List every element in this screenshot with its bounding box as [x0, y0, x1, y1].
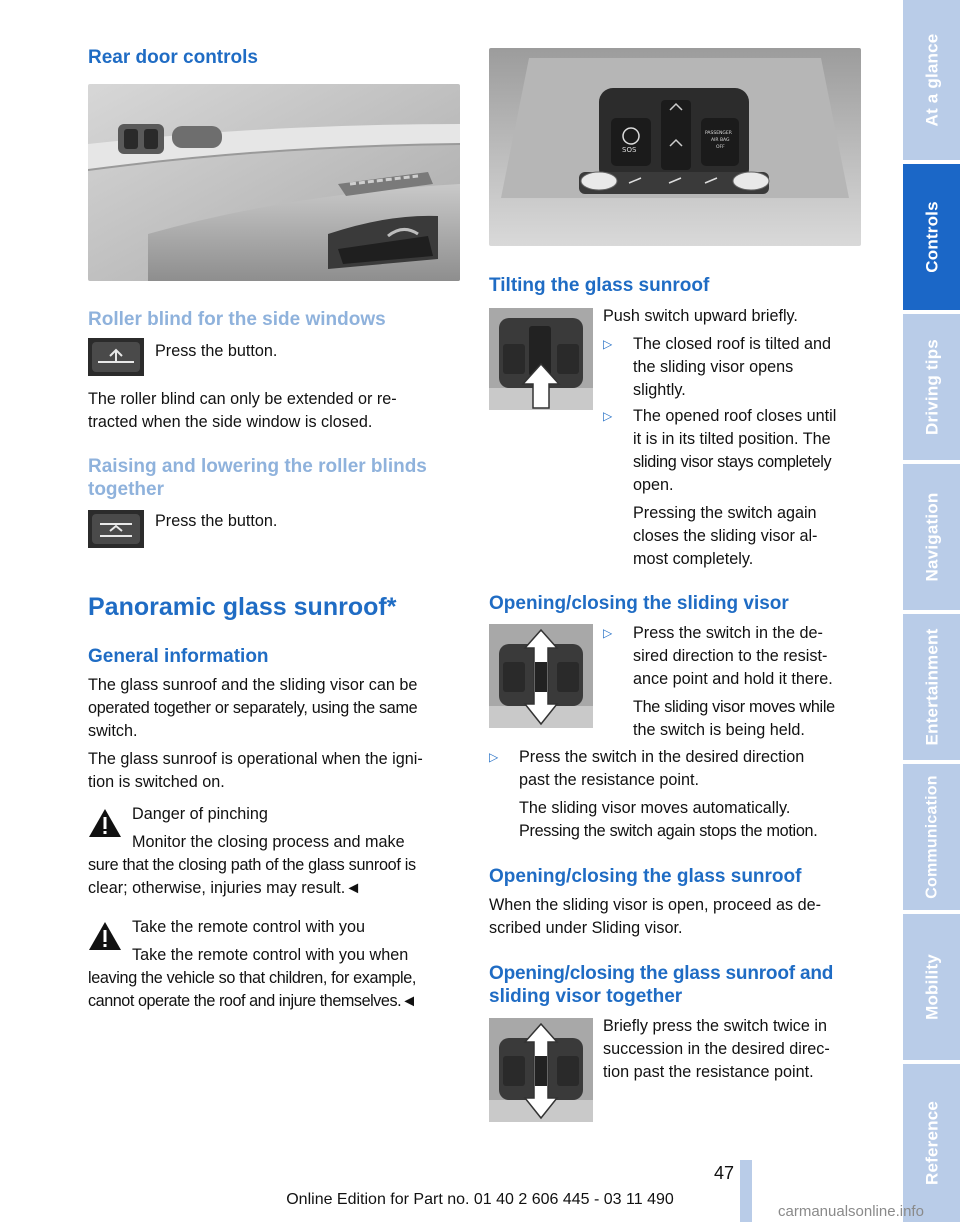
visor-b2-line-4: Pressing the switch again stops the motion.: [519, 822, 818, 840]
warning-1-line-1: Monitor the closing process and make: [132, 833, 405, 851]
warning-icon: [88, 921, 122, 951]
general-text-4: The glass sunroof is operational when the igni-: [88, 750, 423, 768]
roller-note-1: The roller blind can only be extended or re-: [88, 390, 397, 408]
raise-button-image: [88, 510, 144, 548]
tilt-push-text: Push switch upward briefly.: [603, 307, 798, 325]
tab-label: Controls: [922, 201, 941, 273]
rear-door-heading: Rear door controls: [88, 47, 258, 68]
chapter-tabs: [903, 0, 960, 1222]
passenger-label-1: PASSENGER: [705, 131, 732, 136]
visor-b1-line-2: sired direction to the resist-: [633, 647, 828, 665]
tilt-heading: Tilting the glass sunroof: [489, 275, 710, 296]
glass-heading: Opening/closing the glass sunroof: [489, 866, 802, 887]
sos-label: SOS: [622, 146, 637, 154]
general-text-1: The glass sunroof and the sliding visor can be: [88, 676, 418, 694]
bullet-marker: ▷: [603, 337, 613, 351]
overhead-console-photo: [489, 48, 861, 246]
tilt-b1-line-1: The closed roof is tilted and: [633, 335, 831, 353]
together-text-2: succession in the desired direc-: [603, 1040, 830, 1058]
general-text-5: tion is switched on.: [88, 773, 225, 791]
together-text-1: Briefly press the switch twice in: [603, 1017, 828, 1035]
glass-text-1: When the sliding visor is open, proceed as de-: [489, 896, 822, 914]
together-text-3: tion past the resistance point.: [603, 1063, 814, 1081]
tilt-b1-line-3: slightly.: [633, 381, 686, 399]
tab-at-a-glance[interactable]: [903, 0, 960, 160]
footer-edition: Online Edition for Part no. 01 40 2 606 445 - 03 11 490: [286, 1191, 674, 1208]
tab-navigation[interactable]: [903, 464, 960, 610]
tilt-switch-image: [489, 308, 593, 410]
panoramic-heading: Panoramic glass sunroof*: [88, 593, 397, 621]
warning-1-line-2: sure that the closing path of the glass sunroof is: [88, 856, 416, 874]
tab-communication[interactable]: [903, 764, 960, 910]
tab-mobility[interactable]: [903, 914, 960, 1060]
tilt-b2-line-4: open.: [633, 476, 674, 494]
raise-press-text: Press the button.: [155, 512, 278, 530]
general-info-heading: General information: [88, 646, 269, 667]
tab-driving-tips[interactable]: [903, 314, 960, 460]
together-heading-2: sliding visor together: [489, 986, 683, 1007]
bullet-marker: ▷: [489, 750, 499, 764]
warning-1-title: Danger of pinching: [132, 805, 268, 823]
visor-b1-line-4: The sliding visor moves while: [633, 698, 835, 716]
warning-1-line-3: clear; otherwise, injuries may result.◄: [88, 879, 362, 897]
visor-switch-image: [489, 624, 593, 728]
general-text-3: switch.: [88, 722, 138, 740]
visor-b2-line-1: Press the switch in the desired direction: [519, 748, 805, 766]
roller-note-2: tracted when the side window is closed.: [88, 413, 373, 431]
tab-label: Navigation: [922, 492, 941, 582]
rear-door-photo: [88, 84, 460, 281]
warning-2-line-1: Take the remote control with you when: [132, 946, 409, 964]
glass-text-2: scribed under Sliding visor.: [489, 919, 683, 937]
warning-2-title: Take the remote control with you: [132, 918, 366, 936]
tab-label: At a glance: [922, 33, 941, 127]
tab-controls[interactable]: [903, 164, 960, 310]
passenger-label-3: OFF: [716, 145, 725, 150]
roller-blind-heading: Roller blind for the side windows: [88, 309, 386, 330]
tab-label: Entertainment: [922, 628, 941, 746]
tilt-b2-line-3: sliding visor stays completely: [633, 453, 832, 471]
raise-heading-1: Raising and lowering the roller blinds: [88, 456, 427, 477]
passenger-label-2: AIR BAG: [711, 138, 730, 143]
warning-2-line-2: leaving the vehicle so that children, for example,: [88, 969, 417, 987]
visor-heading: Opening/closing the sliding visor: [489, 593, 789, 614]
tilt-b1-line-2: the sliding visor opens: [633, 358, 794, 376]
tilt-b2-line-7: most completely.: [633, 550, 754, 568]
tab-entertainment[interactable]: [903, 614, 960, 760]
tilt-b2-line-1: The opened roof closes until: [633, 407, 837, 425]
tab-label: Communication: [923, 775, 940, 899]
raise-heading-2: together: [88, 479, 164, 500]
visor-b1-line-5: the switch is being held.: [633, 721, 805, 739]
bullet-marker: ▷: [603, 626, 613, 640]
tilt-b2-line-2: it is in its tilted position. The: [633, 430, 831, 448]
tab-label: Reference: [922, 1100, 941, 1186]
visor-b1-line-1: Press the switch in the de-: [633, 624, 823, 642]
visor-b2-line-3: The sliding visor moves automatically.: [519, 799, 791, 817]
tab-label: Mobility: [922, 954, 941, 1020]
roller-press-text: Press the button.: [155, 342, 278, 360]
visor-b1-line-3: ance point and hold it there.: [633, 670, 833, 688]
general-text-2: operated together or separately, using the same: [88, 699, 418, 717]
page-number: 47: [713, 1163, 734, 1183]
tilt-b2-line-5: Pressing the switch again: [633, 504, 817, 522]
warning-icon: [88, 808, 122, 838]
together-switch-image: [489, 1018, 593, 1122]
bullet-marker: ▷: [603, 409, 613, 423]
tab-label: Driving tips: [922, 339, 941, 435]
warning-2-line-3: cannot operate the roof and injure themselves.◄: [88, 992, 417, 1010]
together-heading-1: Opening/closing the glass sunroof and: [489, 963, 834, 984]
tilt-b2-line-6: closes the sliding visor al-: [633, 527, 818, 545]
roller-button-image: [88, 338, 144, 376]
visor-b2-line-2: past the resistance point.: [519, 771, 699, 789]
watermark: carmanualsonline.info: [778, 1203, 924, 1220]
